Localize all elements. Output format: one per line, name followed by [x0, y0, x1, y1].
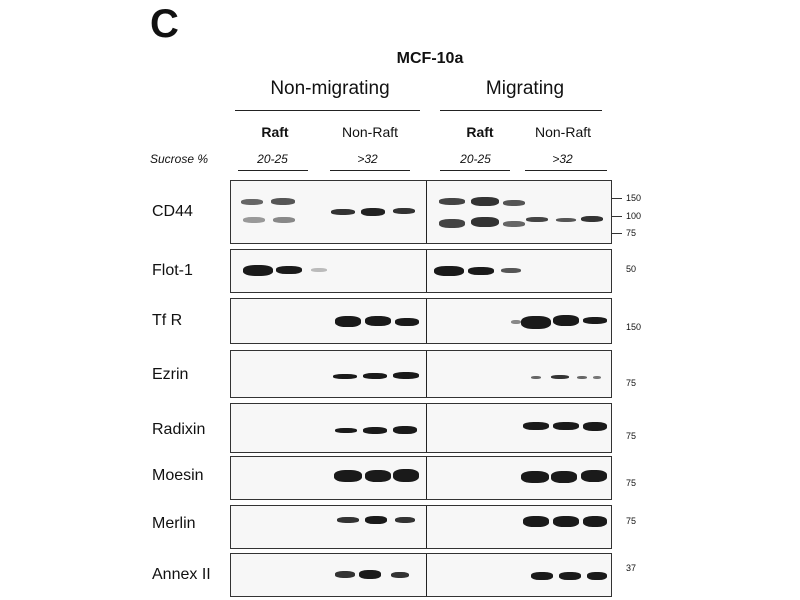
fraction-label-nonraft-2: Non-Raft [534, 124, 592, 140]
band [553, 315, 579, 326]
band [365, 470, 391, 482]
band [393, 426, 417, 434]
fraction-label-raft-1: Raft [261, 124, 289, 140]
group-underline-migrating [440, 110, 602, 111]
blot-divider [426, 181, 427, 243]
band [468, 267, 494, 275]
band [531, 376, 541, 379]
blot-merlin [230, 505, 612, 549]
band [583, 516, 607, 527]
band [241, 199, 263, 205]
row-label-radixin: Radixin [152, 421, 206, 438]
band [393, 469, 419, 482]
row-label-annexin-ii: Annex II [152, 566, 211, 583]
band [553, 516, 579, 527]
fraction-label-raft-2: Raft [466, 124, 494, 140]
band [531, 572, 553, 580]
blot-divider [426, 506, 427, 548]
band [391, 572, 409, 578]
mw-marker-150: 150 [626, 193, 642, 203]
blot-divider [426, 404, 427, 452]
band [311, 268, 327, 272]
band [521, 316, 551, 329]
band [271, 198, 295, 205]
blot-moesin [230, 456, 612, 500]
sucrose-underline-2 [330, 170, 410, 171]
band [581, 470, 607, 482]
blot-divider [426, 554, 427, 596]
band [583, 317, 607, 324]
band [434, 266, 464, 276]
row-label-merlin: Merlin [152, 515, 196, 532]
band [559, 572, 581, 580]
band [393, 208, 415, 214]
sucrose-range-4: >32 [552, 152, 573, 166]
cell-line-title: MCF-10a [396, 50, 464, 67]
band [556, 218, 576, 222]
band [276, 266, 302, 274]
band [577, 376, 587, 379]
sucrose-label: Sucrose % [150, 152, 209, 166]
row-label-ezrin: Ezrin [152, 366, 189, 383]
group-label-migrating: Migrating [485, 78, 565, 99]
sucrose-range-3: 20-25 [460, 152, 491, 166]
row-label-tfr: Tf R [152, 312, 183, 329]
blot-flot1 [230, 249, 612, 293]
band [551, 375, 569, 379]
band [363, 427, 387, 434]
blot-annexin-ii [230, 553, 612, 597]
sucrose-underline-4 [525, 170, 607, 171]
band [335, 571, 355, 578]
sucrose-underline-3 [440, 170, 510, 171]
mw-marker-75: 75 [626, 431, 637, 441]
band [243, 217, 265, 223]
mw-marker-75: 75 [626, 228, 637, 238]
mw-tick [612, 216, 622, 217]
band [521, 471, 549, 483]
band [365, 516, 387, 524]
group-underline-non-migrating [235, 110, 420, 111]
band [581, 216, 603, 222]
row-label-moesin: Moesin [152, 467, 204, 484]
band [361, 208, 385, 216]
band [471, 217, 499, 227]
band [583, 422, 607, 431]
blot-divider [426, 250, 427, 292]
row-label-flot1: Flot-1 [152, 262, 193, 279]
sucrose-range-2: >32 [357, 152, 378, 166]
band [331, 209, 355, 215]
band [365, 316, 391, 326]
band [273, 217, 295, 223]
mw-marker-75: 75 [626, 478, 637, 488]
band [501, 268, 521, 273]
mw-marker-150: 150 [626, 322, 642, 332]
band [503, 221, 525, 227]
band [526, 217, 548, 222]
fraction-label-nonraft-1: Non-Raft [341, 124, 399, 140]
band [503, 200, 525, 206]
band [593, 376, 601, 379]
band [337, 517, 359, 523]
band [335, 428, 357, 433]
sucrose-underline-1 [238, 170, 308, 171]
band [511, 320, 521, 324]
band [551, 471, 577, 483]
band [363, 373, 387, 379]
band [333, 374, 357, 379]
blot-divider [426, 351, 427, 397]
row-label-cd44: CD44 [152, 203, 193, 220]
band [471, 197, 499, 206]
mw-marker-100: 100 [626, 211, 642, 221]
mw-marker-50: 50 [626, 264, 637, 274]
blot-ezrin [230, 350, 612, 398]
blot-cd44 [230, 180, 612, 244]
band [395, 318, 419, 326]
blot-divider [426, 299, 427, 343]
blot-divider [426, 457, 427, 499]
mw-marker-75: 75 [626, 378, 637, 388]
band [523, 422, 549, 430]
group-label-non-migrating: Non-migrating [270, 78, 390, 99]
band [439, 198, 465, 205]
sucrose-range-1: 20-25 [257, 152, 288, 166]
mw-tick [612, 233, 622, 234]
panel-letter: C [150, 2, 179, 46]
mw-marker-75: 75 [626, 516, 637, 526]
band [243, 265, 273, 276]
band [359, 570, 381, 579]
blot-tfr [230, 298, 612, 344]
blot-radixin [230, 403, 612, 453]
mw-marker-37: 37 [626, 563, 637, 573]
band [439, 219, 465, 228]
band [395, 517, 415, 523]
band [335, 316, 361, 327]
band [393, 372, 419, 379]
mw-tick [612, 198, 622, 199]
band [553, 422, 579, 430]
band [523, 516, 549, 527]
band [334, 470, 362, 482]
band [587, 572, 607, 580]
